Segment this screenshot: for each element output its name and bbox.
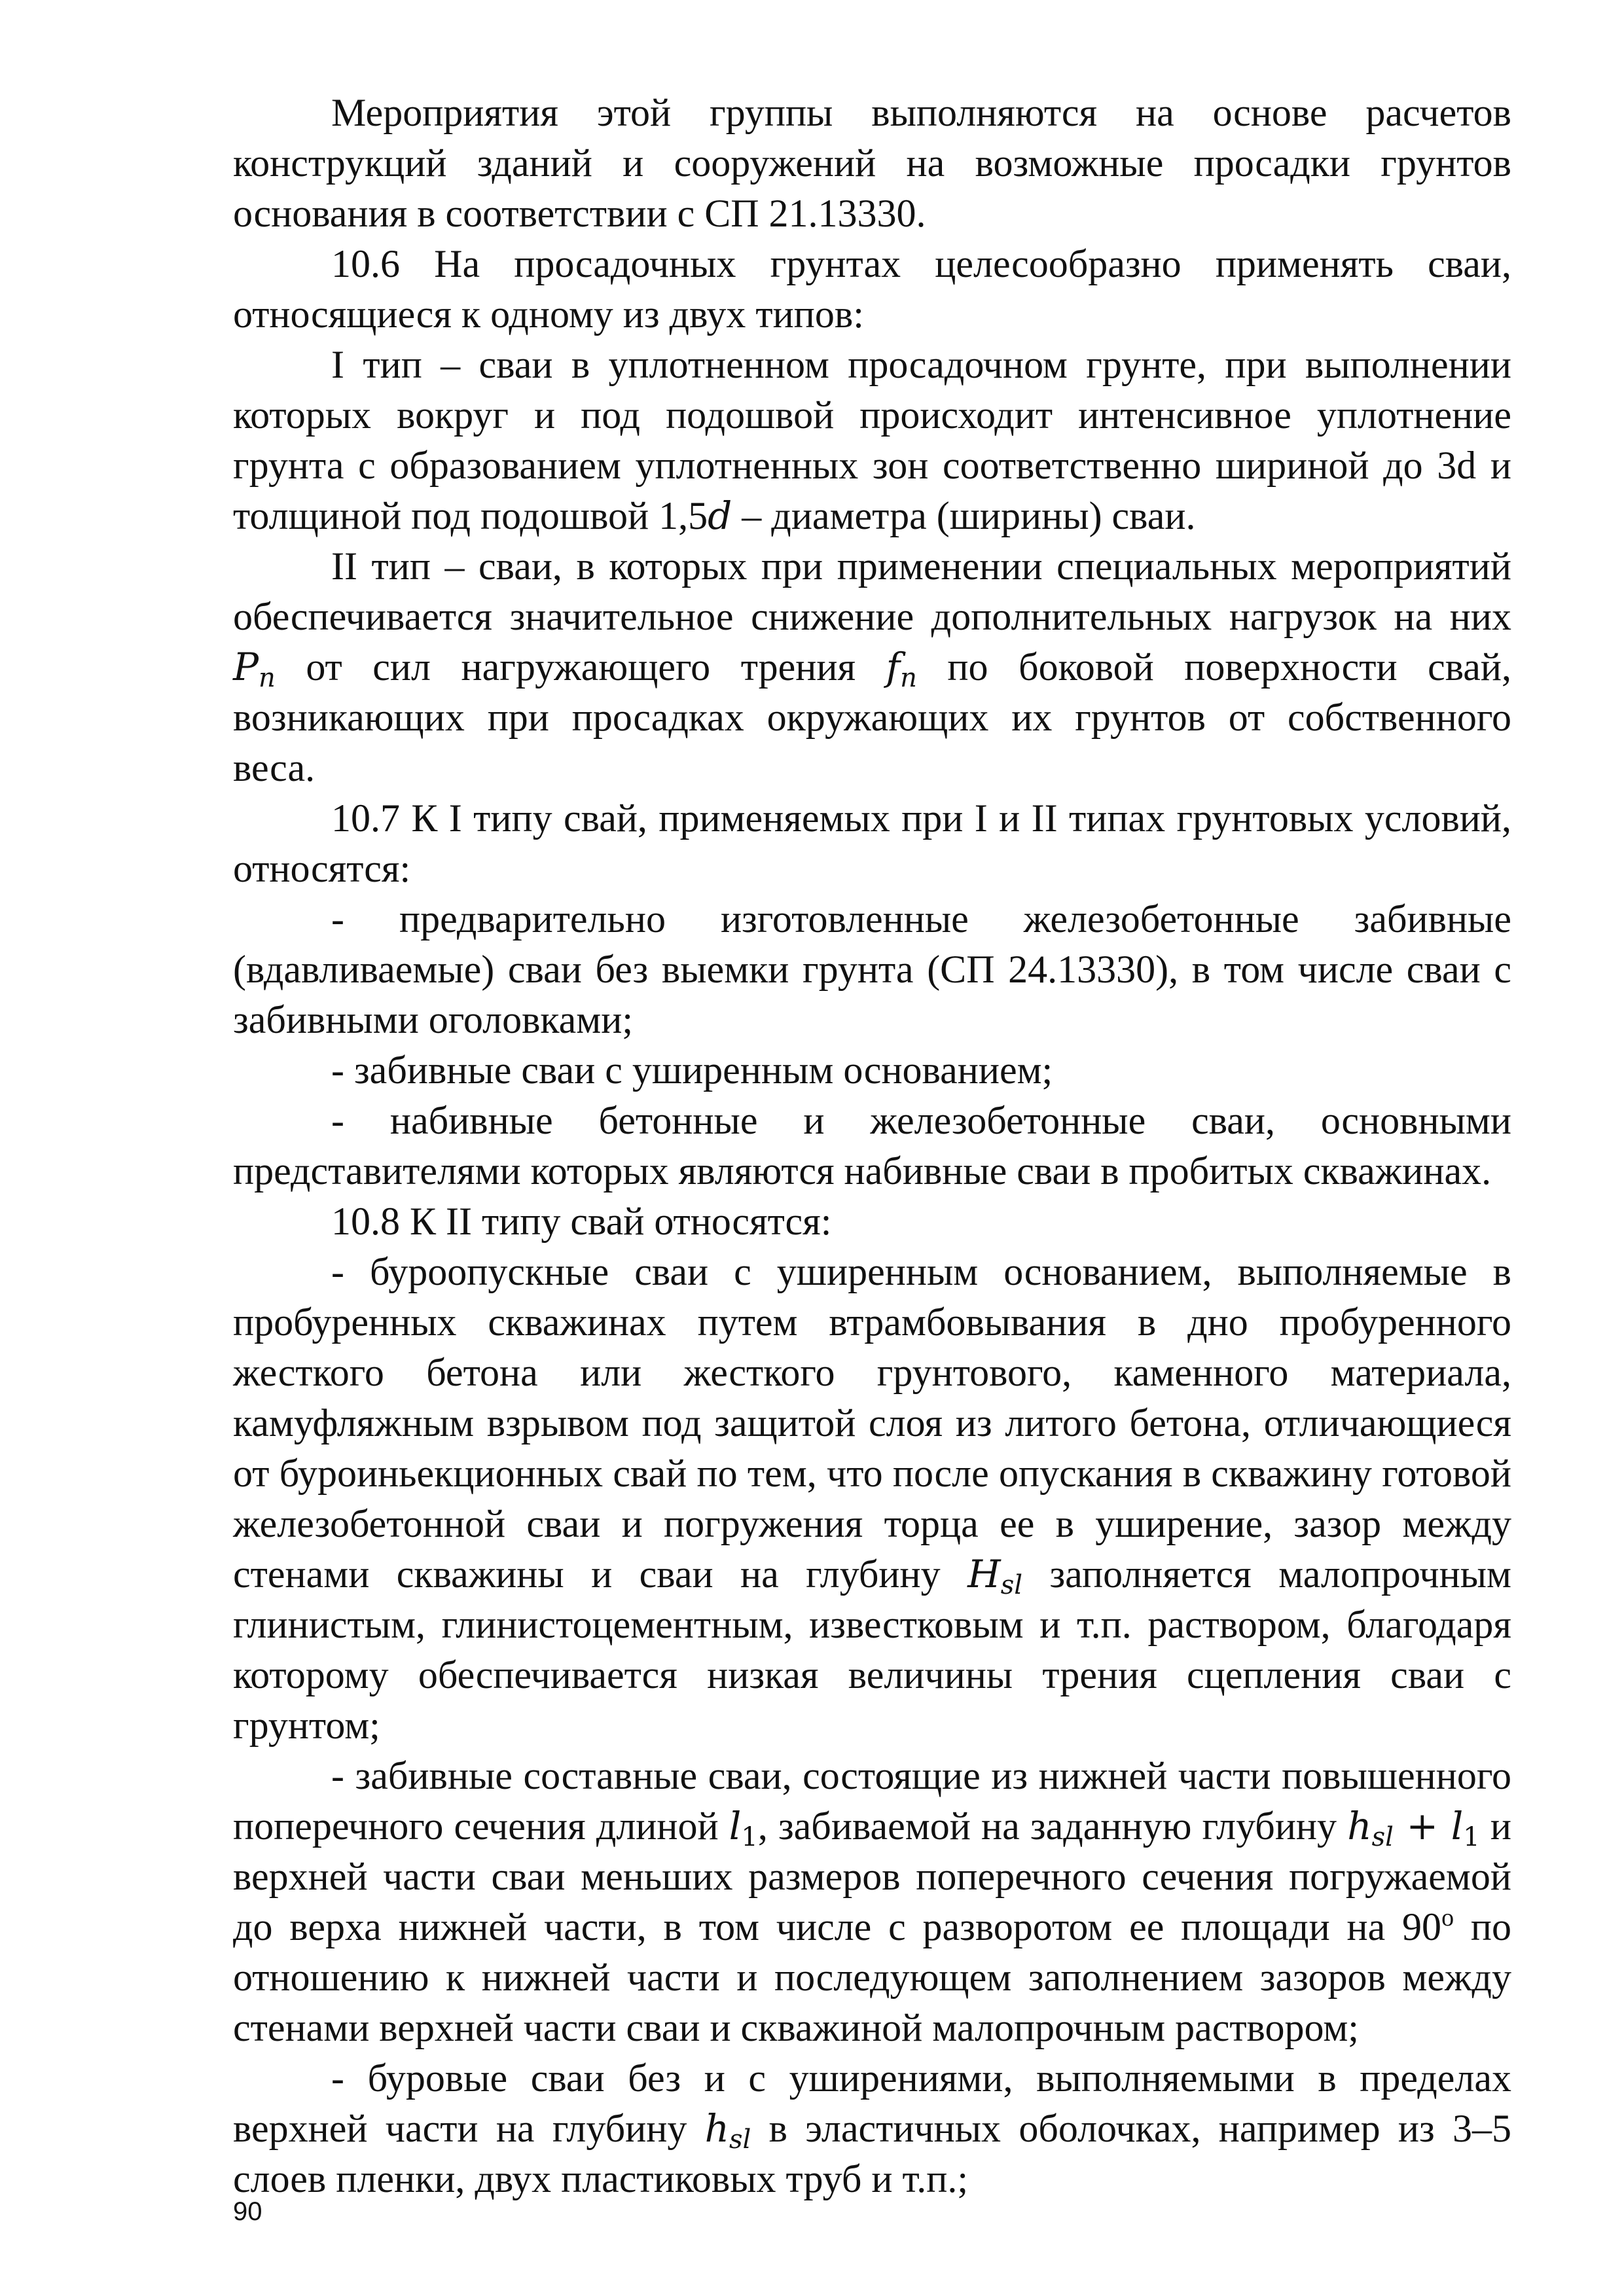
- bored-piles-text-end: заполняется малопрочным глинистым, глинистоцементным, известковым и т.п. раствором, благодаря которому обеспечивается низкая величины трения сцепления сваи с грунтом;: [233, 1552, 1511, 1747]
- page-number: 90: [233, 2197, 262, 2226]
- formula-pn: $P_n$: [233, 645, 276, 693]
- body-text: [233, 88, 1511, 2204]
- type-1-text: I тип – сваи в уплотненном просадочном грунте, при выполнении которых вокруг и под подошвой происходит интенсивное уплотнение грунта с образованием уплотненных зон соответственно шириной до 3d и толщиной под подошвой 1,5: [233, 343, 1511, 537]
- paragraph-type-1: [233, 340, 1511, 541]
- paragraph-10-8: 10.8 К II типу свай относятся:: [331, 1200, 832, 1243]
- degree-sign: o: [1441, 1904, 1454, 1931]
- formula-l1: $l_1$: [729, 1804, 758, 1852]
- list-item-precast-piles: - предварительно изготовленные железобетонные забивные (вдавливаемые) сваи без выемки грунта (СП 24.13330), в том числе сваи с забивными оголовками;: [233, 897, 1511, 1041]
- composite-piles-text-cont: и верхней части сваи меньших размеров поперечного сечения погружаемой до верха нижней части, в том числе с разворотом ее площади на 90: [233, 1804, 1511, 1948]
- type-1-text-end: – диаметра (ширины) сваи.: [732, 494, 1196, 537]
- formula-hsl: $h_{sl}$: [704, 2106, 751, 2155]
- formula-hsl-plus-l1: $h_{sl} + l_1$: [1347, 1804, 1480, 1852]
- type-2-text-end: по боковой поверхности свай, возникающих при просадках окружающих их грунтов от собственного веса.: [233, 645, 1511, 789]
- list-item-drilled-piles: [233, 2053, 1511, 2204]
- paragraph-type-2: [233, 541, 1511, 793]
- list-item-composite-piles: [233, 1751, 1511, 2053]
- type-2-text: II тип – сваи, в которых при применении специальных мероприятий обеспечивается значительное снижение дополнительных нагрузок на них: [233, 545, 1511, 638]
- composite-piles-text-end: по отношению к нижней части и последующем заполнением зазоров между стенами верхней части сваи и скважиной малопрочным раствором;: [233, 1905, 1511, 2049]
- formula-fn: $f_n$: [886, 645, 917, 693]
- bored-piles-text: - буроопускные сваи с уширенным основанием, выполняемые в пробуренных скважинах путем втрамбовывания в дно пробуренного жесткого бетона или жесткого грунтового, каменного материала, камуфляжным взрывом под защитой слоя из литого бетона, отличающиеся от буроиньекционных свай по тем, что после опускания в скважину готовой железобетонной сваи и погружения торца ее в уширение, зазор между стенами скважины и сваи на глубину: [233, 1250, 1511, 1596]
- drilled-piles-text-end: в эластичных оболочках, например из 3–5 слоев пленки, двух пластиковых труб и т.п.;: [233, 2107, 1511, 2200]
- type-2-text-mid: от сил нагружающего трения: [275, 645, 886, 689]
- list-item-bored-lowered-piles: [233, 1247, 1511, 1751]
- list-item-cast-piles: - набивные бетонные и железобетонные сваи, основными представителями которых являются набивные сваи в пробитых скважинах.: [233, 1099, 1511, 1193]
- drilled-piles-text: - буровые сваи без и с уширениями, выполняемыми в пределах верхней части на глубину: [233, 2056, 1511, 2150]
- composite-piles-text-mid: , забиваемой на заданную глубину: [757, 1804, 1348, 1848]
- paragraph-intro: Мероприятия этой группы выполняются на основе расчетов конструкций зданий и сооружений на возможные просадки грунтов основания в соответствии с СП 21.13330.: [233, 91, 1511, 235]
- composite-piles-text: - забивные составные сваи, состоящие из нижней части повышенного поперечного сечения длиной: [233, 1754, 1511, 1848]
- paragraph-10-6: 10.6 На просадочных грунтах целесообразно применять сваи, относящиеся к одному из двух типов:: [233, 242, 1511, 336]
- symbol-d: d: [708, 493, 732, 538]
- formula-hsl-upper: $H_{sl}$: [967, 1552, 1023, 1600]
- list-item-driven-piles: - забивные сваи с уширенным основанием;: [331, 1049, 1053, 1092]
- paragraph-10-7: 10.7 К I типу свай, применяемых при I и II типах грунтовых условий, относятся:: [233, 797, 1511, 890]
